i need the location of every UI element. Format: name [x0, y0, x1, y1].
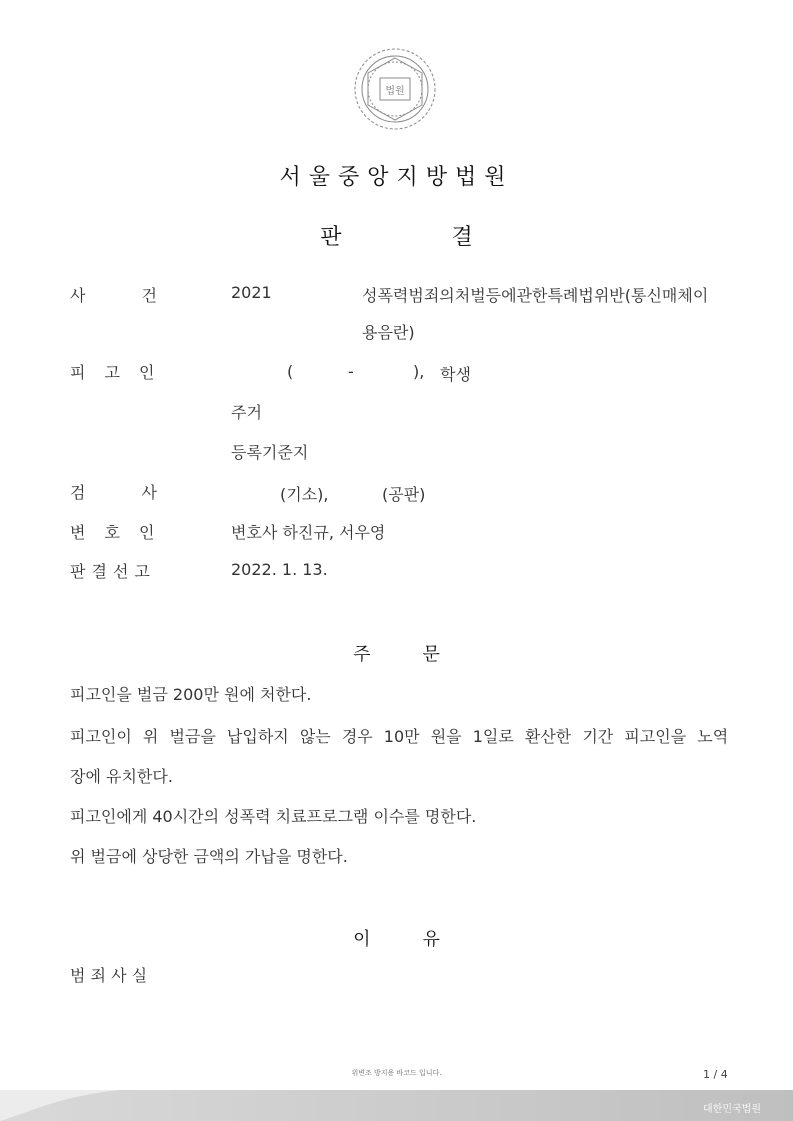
sentence-date-label-char: 고	[134, 562, 150, 581]
reasons-heading	[0, 925, 793, 951]
counsel-label	[70, 520, 154, 543]
sentence-date-value: 2022. 1. 13.	[231, 560, 328, 579]
seal-text: 법원	[385, 86, 405, 97]
prosecutor-label-char: 사	[141, 483, 157, 502]
defendant-label-char: 고	[104, 363, 120, 382]
defendant-occupation: 학생	[440, 365, 471, 384]
footer-bar	[0, 1090, 793, 1121]
counsel-label-char: 호	[104, 523, 120, 542]
order-line: 피고인이 위 벌금을 납입하지 않는 경우 10만 원을 1일로 환산한 기간 피고인을 노역	[70, 727, 729, 746]
case-label	[70, 283, 157, 306]
crime-facts-heading: 범 죄 사 실	[70, 966, 148, 985]
sentence-date-label-char: 결	[91, 562, 107, 581]
court-brand: 대한민국법원	[703, 1104, 761, 1115]
order-heading-char: 문	[422, 644, 440, 665]
registry-label: 등록기준지	[231, 443, 309, 462]
case-name-line1: 성폭력범죄의처벌등에관한특례법위반(통신매체이	[362, 286, 709, 305]
document-title	[0, 220, 793, 251]
counsel-label-char: 변	[70, 523, 86, 542]
prosecutor-label-char: 검	[70, 483, 86, 502]
court-seal-icon	[350, 44, 440, 134]
order-heading-char: 주	[353, 644, 371, 665]
defendant-close: ),	[413, 362, 425, 381]
order-line: 위 벌금에 상당한 금액의 가납을 명한다.	[70, 847, 348, 866]
counsel-label-char: 인	[138, 523, 155, 542]
address-label: 주거	[231, 403, 262, 422]
swoosh-decoration-icon	[0, 1090, 120, 1121]
defendant-label	[70, 360, 154, 383]
defendant-open-paren: (	[287, 362, 294, 381]
order-heading	[0, 640, 793, 666]
title-char-2: 결	[451, 225, 473, 250]
reasons-heading-char: 이	[353, 929, 371, 950]
barcode-note: 위변조 방지용 바코드 입니다.	[351, 1069, 442, 1077]
sentence-date-label-char: 판	[70, 562, 86, 581]
counsel-value: 변호사 하진규, 서우영	[231, 523, 386, 542]
case-number: 2021	[231, 283, 272, 302]
sentence-date-label	[70, 559, 150, 582]
prosecutor-indict: (기소),	[280, 485, 329, 504]
defendant-label-char: 피	[70, 363, 86, 382]
page-number: 1 / 4	[703, 1068, 728, 1081]
prosecutor-trial: (공판)	[382, 485, 426, 504]
title-char-1: 판	[320, 225, 342, 250]
case-name-line2: 용음란)	[362, 323, 415, 342]
defendant-label-char: 인	[138, 363, 155, 382]
order-line: 장에 유치한다.	[70, 767, 173, 786]
prosecutor-label	[70, 480, 157, 503]
order-line: 피고인을 벌금 200만 원에 처한다.	[70, 685, 312, 704]
case-label-char: 사	[70, 286, 86, 305]
reasons-heading-char: 유	[422, 929, 440, 950]
defendant-id-dash: -	[348, 362, 354, 381]
sentence-date-label-char: 선	[112, 562, 129, 581]
order-line: 피고인에게 40시간의 성폭력 치료프로그램 이수를 명한다.	[70, 807, 477, 826]
court-name: 서울중앙지방법원	[279, 165, 514, 190]
case-label-char: 건	[141, 286, 157, 305]
